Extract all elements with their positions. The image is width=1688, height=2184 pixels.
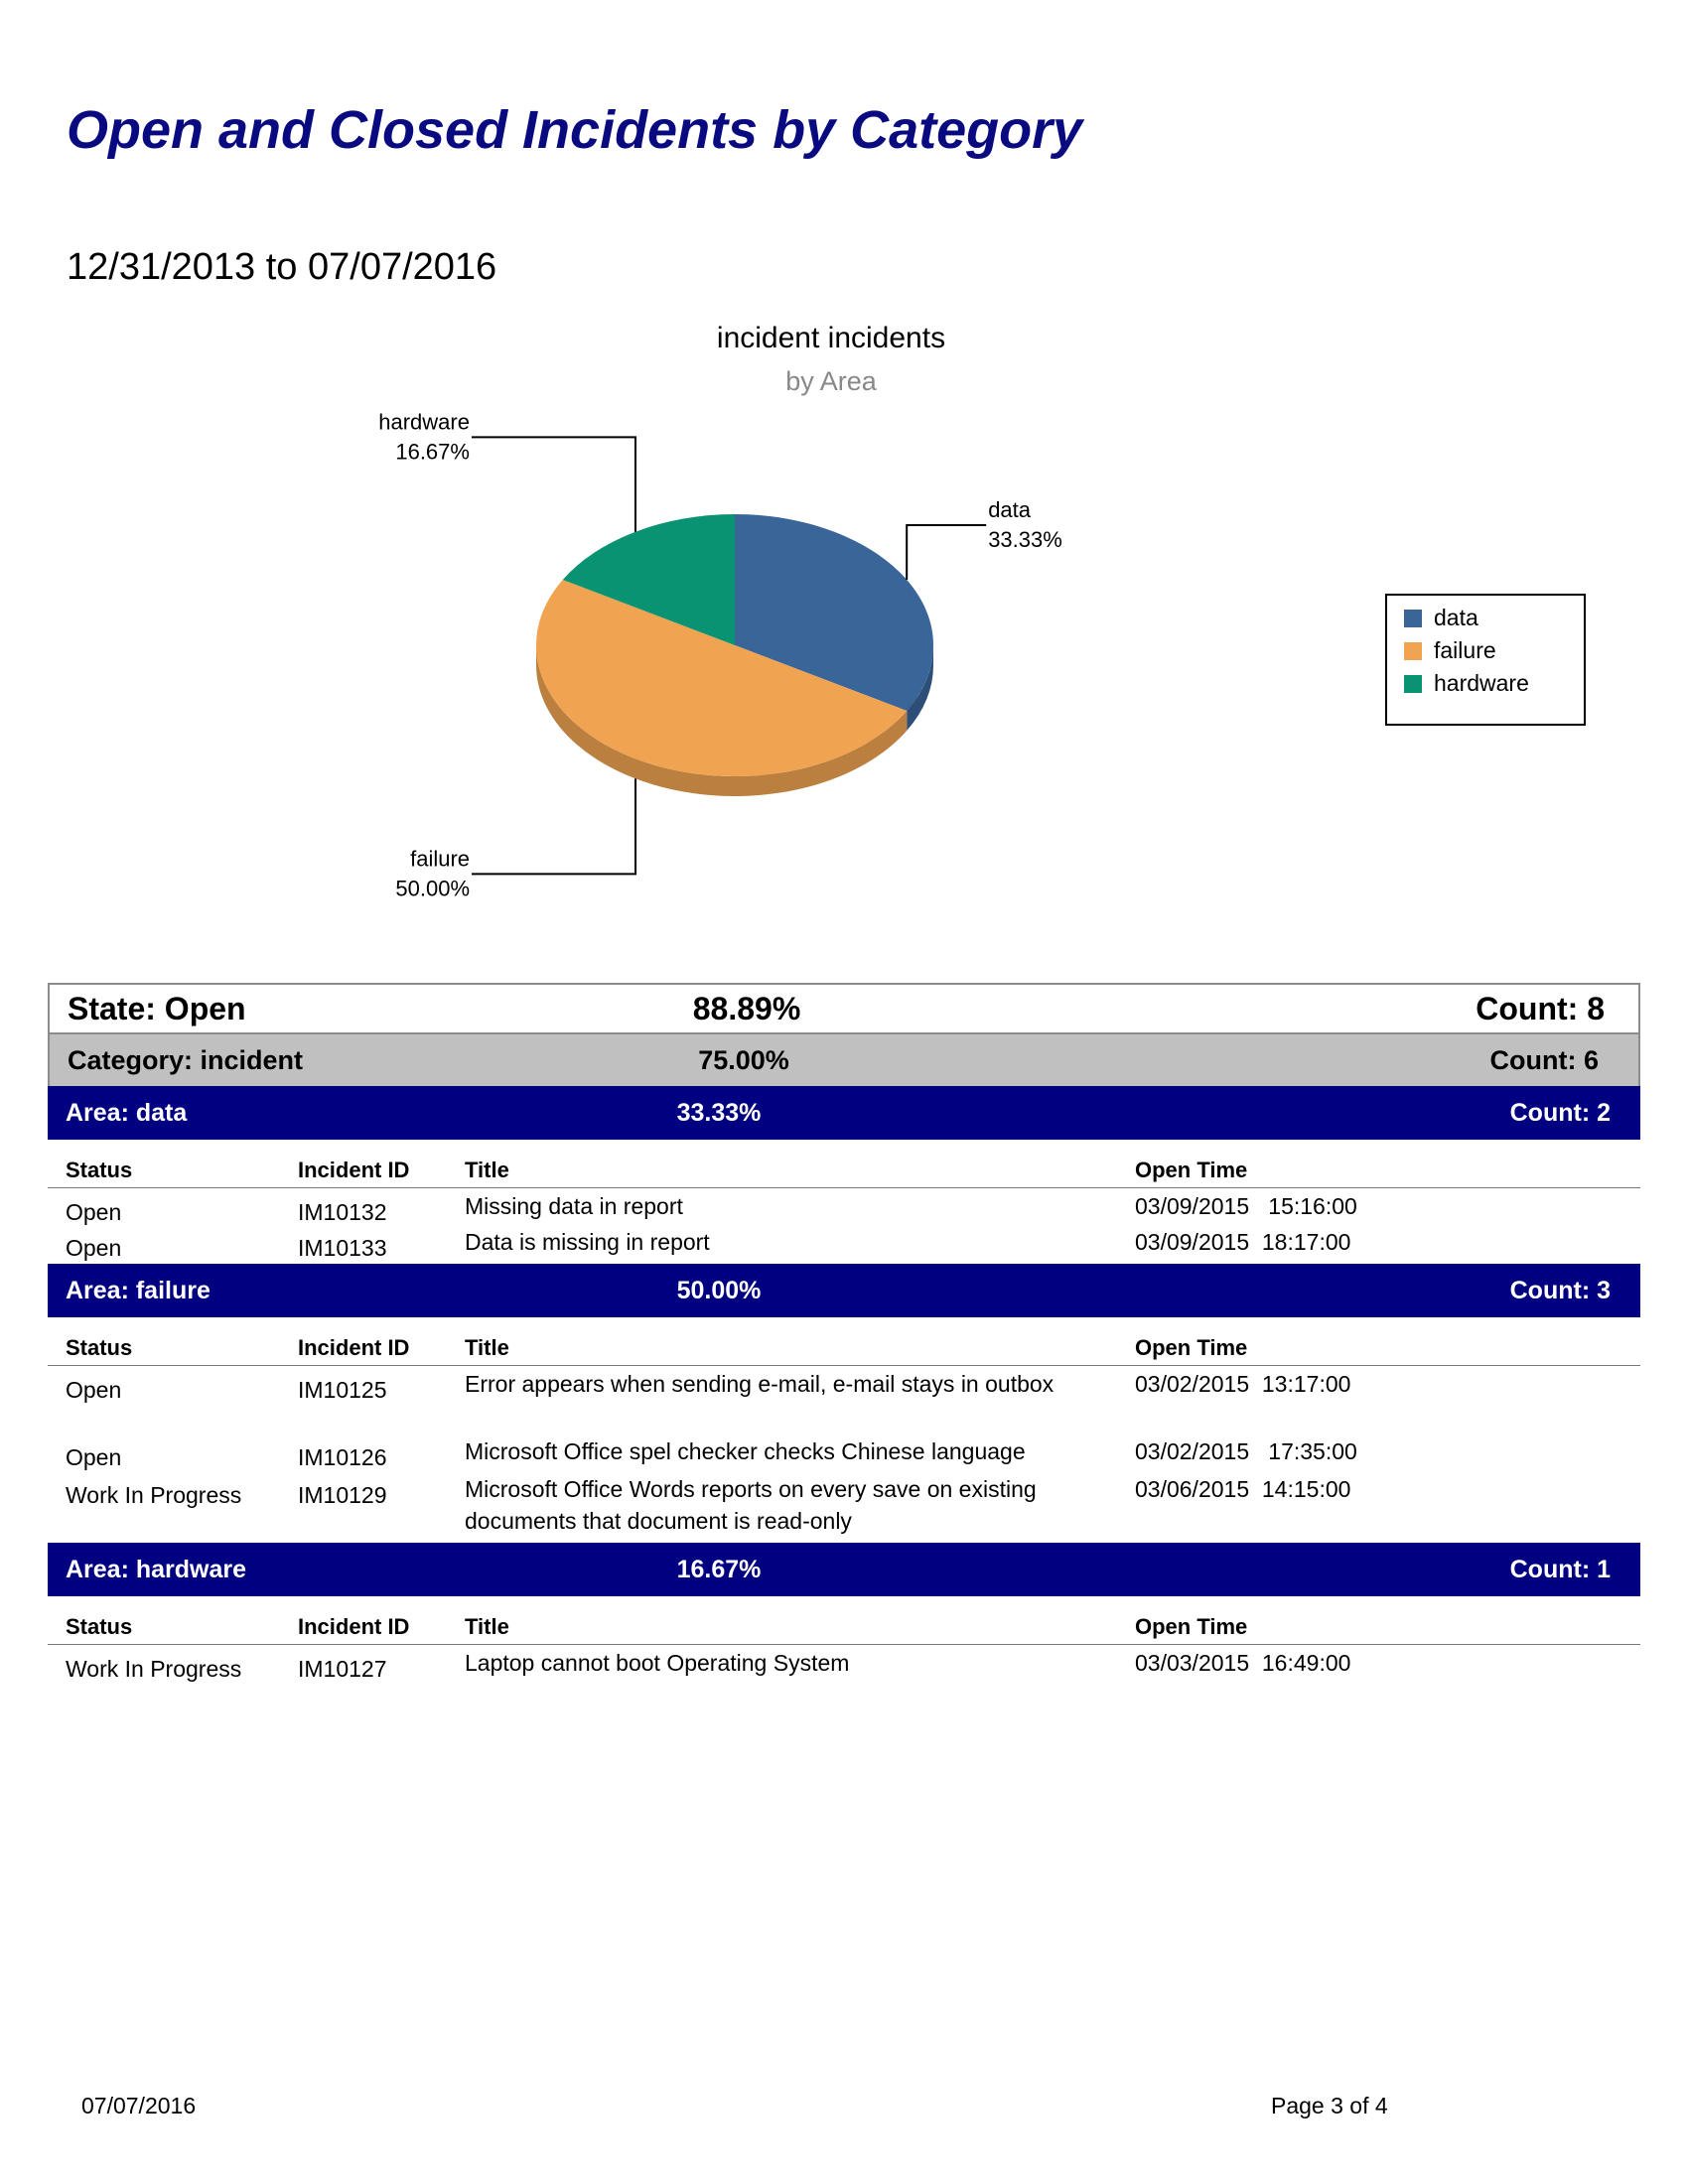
title-cell: Laptop cannot boot Operating System [465,1650,850,1676]
column-header-incident-id: Incident ID [298,1158,410,1182]
open-time-cell: 03/06/2015 14:15:00 [1135,1476,1351,1502]
status-cell: Open [66,1377,122,1403]
column-header-title: Title [465,1614,509,1639]
area-block-failure [48,1264,1640,1543]
table-row [48,1433,1640,1471]
column-header-title: Title [465,1158,509,1182]
legend [1386,595,1585,725]
title-cell: Microsoft Office spel checker checks Chinese language [465,1438,1026,1464]
status-cell: Work In Progress [66,1482,242,1508]
column-header-row [48,1140,1640,1188]
category-percent: 75.00% [698,1044,789,1075]
leader-line-failure [472,778,635,874]
column-header-incident-id: Incident ID [298,1614,410,1639]
open-time-cell: 03/09/2015 18:17:00 [1135,1229,1351,1255]
open-time-cell: 03/09/2015 15:16:00 [1135,1193,1357,1219]
column-header-open-time: Open Time [1135,1614,1248,1639]
chart-subtitle: by Area [785,366,877,396]
area-label: Area: hardware [66,1555,247,1583]
area-block-data [48,1086,1640,1264]
legend-label-hardware: hardware [1434,670,1529,696]
state-percent: 88.89% [692,990,801,1026]
area-header [48,1264,1640,1317]
area-header [48,1543,1640,1596]
slice-label-failure: failure [410,846,471,872]
title-cell: Error appears when sending e-mail, e-mail stays in outbox [465,1371,1055,1397]
table-row [48,1471,1640,1543]
status-cell: Work In Progress [66,1656,242,1682]
area-block-hardware [48,1543,1640,1685]
column-header-open-time: Open Time [1135,1335,1248,1360]
leader-line-data [907,525,986,580]
legend-swatch-failure [1404,642,1422,660]
state-count: Count: 8 [1476,990,1605,1026]
legend-label-failure: failure [1434,637,1496,663]
slice-percent-data: 33.33% [988,526,1062,552]
incident-table [48,983,1640,1685]
table-row [48,1645,1640,1685]
state-group-header [48,983,1640,1034]
slice-label-data: data [988,496,1032,522]
area-percent: 16.67% [676,1555,762,1583]
column-header-status: Status [66,1158,133,1182]
incident-id-cell: IM10132 [298,1199,387,1225]
legend-label-data: data [1434,605,1478,630]
open-time-cell: 03/03/2015 16:49:00 [1135,1650,1351,1676]
area-percent: 50.00% [676,1276,762,1304]
area-count: Count: 1 [1509,1555,1611,1583]
area-label: Area: data [66,1098,188,1127]
status-cell: Open [66,1444,122,1470]
category-group-header [48,1034,1640,1086]
column-header-row [48,1596,1640,1645]
pie-chart [0,318,1688,933]
open-time-cell: 03/02/2015 13:17:00 [1135,1371,1351,1397]
incident-id-cell: IM10133 [298,1235,387,1261]
table-row [48,1224,1640,1264]
legend-swatch-hardware [1404,675,1422,693]
status-cell: Open [66,1199,122,1225]
slice-label-hardware: hardware [378,409,470,435]
incident-id-cell: IM10125 [298,1377,387,1403]
category-count: Count: 6 [1489,1044,1599,1075]
column-header-row [48,1317,1640,1366]
state-label: State: Open [68,990,246,1026]
title-cell: Data is missing in report [465,1229,710,1255]
column-header-title: Title [465,1335,509,1360]
column-header-status: Status [66,1335,133,1360]
report-title: Open and Closed Incidents by Category [67,100,1083,160]
slice-percent-hardware: 16.67% [395,439,470,465]
date-range: 12/31/2013 to 07/07/2016 [67,246,497,288]
incident-id-cell: IM10126 [298,1444,387,1470]
page-number: Page 3 of 4 [1271,2093,1388,2118]
table-row [48,1188,1640,1224]
title-cell: Missing data in report [465,1193,683,1219]
footer-date: 07/07/2016 [81,2093,197,2118]
pie-group [536,514,933,796]
area-label: Area: failure [66,1276,211,1304]
status-cell: Open [66,1235,122,1261]
table-row [48,1366,1640,1433]
area-count: Count: 2 [1509,1098,1611,1127]
leader-line-hardware [472,437,635,531]
area-count: Count: 3 [1509,1276,1611,1304]
legend-swatch-data [1404,610,1422,627]
area-percent: 33.33% [676,1098,762,1127]
category-label: Category: incident [68,1044,304,1075]
area-header [48,1086,1640,1140]
incident-id-cell: IM10129 [298,1482,387,1508]
incident-id-cell: IM10127 [298,1656,387,1682]
open-time-cell: 03/02/2015 17:35:00 [1135,1438,1357,1464]
slice-percent-failure: 50.00% [395,876,471,901]
column-header-open-time: Open Time [1135,1158,1248,1182]
chart-title: incident incidents [716,322,946,354]
column-header-incident-id: Incident ID [298,1335,410,1360]
title-cell: Microsoft Office Words reports on every save on existing documents that document is read-only [465,1476,1037,1534]
column-header-status: Status [66,1614,133,1639]
